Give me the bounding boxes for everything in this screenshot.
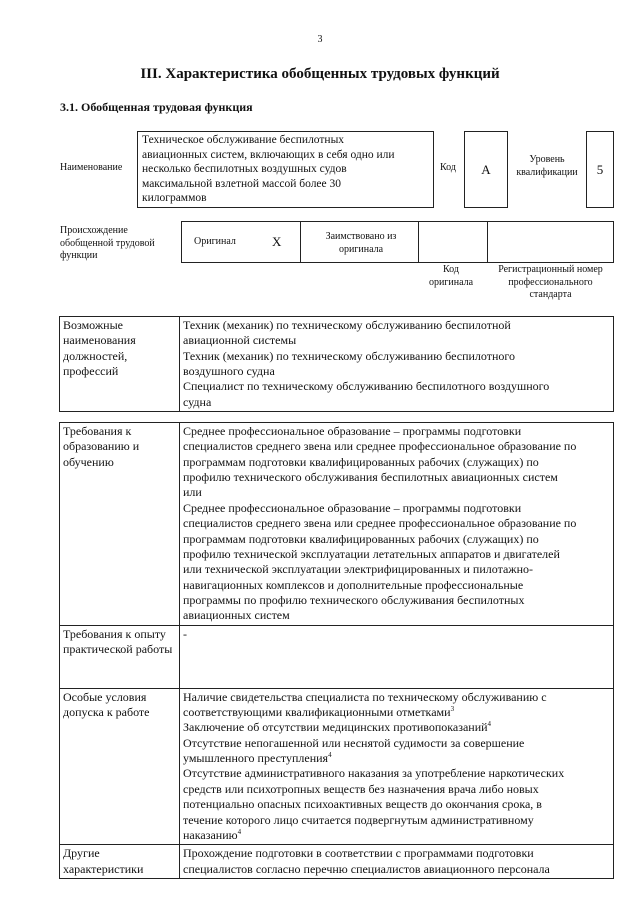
education-line: профилю технической эксплуатации летательных аппаратов и двигателей [183,546,560,561]
other-characteristics-value [180,845,614,879]
conditions-line [183,813,610,828]
other-line: Прохождение подготовки в соответствии с программами подготовки [183,846,534,861]
positions-line: судна [183,394,212,409]
naming-line: несколько беспилотных воздушных судов [142,163,347,176]
education-line: специалистов среднего звена или среднее профессиональное образование по [183,439,577,454]
table-row [60,688,614,845]
naming-label: Наименование [60,162,123,173]
education-line: профилю технического обслуживания беспилотных авиационных систем [183,470,558,485]
naming-line: килограммов [142,192,207,205]
conditions-text: Отсутствие административного наказания за употребление наркотических [183,766,565,781]
positions-value [180,317,614,412]
borrowed-label: Заимствовано из оригинала [325,231,397,255]
naming-line: максимальной взлетной массой более 30 [142,177,342,190]
education-value [180,423,614,626]
section-title: III. Характеристика обобщенных трудовых функций [140,66,500,82]
naming-line: Техническое обслуживание беспилотных [142,134,345,146]
education-line: или технической эксплуатации электрифицированных и пилотажно- [183,562,534,577]
education-line: Среднее профессиональное образование – программы подготовки [183,500,522,515]
conditions-line [183,690,610,705]
special-conditions-value [180,688,614,845]
conditions-line [183,766,610,781]
positions-line: Техник (механик) по техническому обслуживанию беспилотной [183,318,511,332]
conditions-text: средств или психотропных веществ без назначения врача либо новых [183,781,539,796]
origin-table [181,221,614,263]
education-line: авиационных систем [183,608,290,623]
conditions-line [183,720,610,735]
other-line: специалистов согласно перечню специалистов авиационного персонала [183,861,550,876]
special-conditions-label: Особые условия допуска к работе [60,688,180,845]
level-label: Уровень квалификации [516,154,578,178]
footnote-mark: 4 [487,720,492,729]
conditions-line [183,782,610,797]
conditions-line [183,736,610,751]
requirements-table [59,422,614,879]
original-label: Оригинал [194,236,236,247]
education-line: Среднее профессиональное образование – программы подготовки [183,424,522,438]
table-row [60,845,614,879]
other-characteristics-label: Другие характеристики [60,845,180,879]
origin-divider [300,222,301,262]
subsection-title: 3.1. Обобщенная трудовая функция [60,100,253,114]
positions-label: Возможные наименования должностей, профессий [60,317,180,412]
conditions-text: соответствующими квалификационными отметками [183,705,451,720]
registration-caption: Регистрационный номер профессионального стандарта [498,264,603,300]
footnote-mark: 4 [328,751,332,760]
conditions-text: Отсутствие непогашенной или неснятой судимости за совершение [183,735,525,750]
conditions-text: наказанию [183,827,238,842]
positions-line: Специалист по техническому обслуживанию беспилотного воздушного [183,379,550,394]
original-mark: Х [272,234,282,249]
conditions-line [183,751,610,766]
education-line: программам подготовки квалифицированных рабочих (служащих) по [183,531,539,546]
positions-line: Техник (механик) по техническому обслуживанию беспилотного [183,348,516,363]
naming-value [137,131,434,208]
education-line: программы по профилю технического обслуживания беспилотных [183,592,525,607]
level-value: 5 [586,131,614,208]
positions-line: авиационной системы [183,333,297,348]
conditions-text: течение которого лицо считается подвергнутым административному [183,812,534,827]
code-label: Код [440,162,456,173]
conditions-text: потенциально опасных психоактивных веществ до окончания срока, в [183,797,542,812]
origin-divider [487,222,488,262]
table-row [60,423,614,626]
education-label: Требования к образованию и обучению [60,423,180,626]
origin-label: Происхождение обобщенной трудовой функции [60,225,155,261]
code-original-caption: Код оригинала [428,264,474,288]
experience-value: - [180,625,614,688]
education-line: программам подготовки квалифицированных рабочих (служащих) по [183,454,539,469]
conditions-text: умышленного преступления [183,751,329,766]
page-number: 3 [317,34,323,45]
conditions-line [183,828,610,843]
education-line: или [183,485,202,500]
conditions-line [183,705,610,720]
positions-line: воздушного судна [183,364,275,379]
conditions-text: Наличие свидетельства специалиста по техническому обслуживанию с [183,689,547,704]
footnote-mark: 3 [450,705,455,714]
positions-table [59,316,614,412]
table-row [60,317,614,412]
education-line: специалистов среднего звена или среднее профессиональное образование по [183,516,577,531]
table-row [60,625,614,688]
origin-divider [418,222,419,262]
footnote-mark: 4 [237,827,242,836]
naming-line: авиационных систем, включающих в себя одно или [142,148,395,161]
conditions-text: Заключение об отсутствии медицинских противопоказаний [183,720,488,735]
code-value: А [464,131,508,208]
experience-label: Требования к опыту практической работы [60,625,180,688]
conditions-line [183,797,610,812]
education-line: навигационных комплексов и дополнительные профессиональные [183,577,524,592]
